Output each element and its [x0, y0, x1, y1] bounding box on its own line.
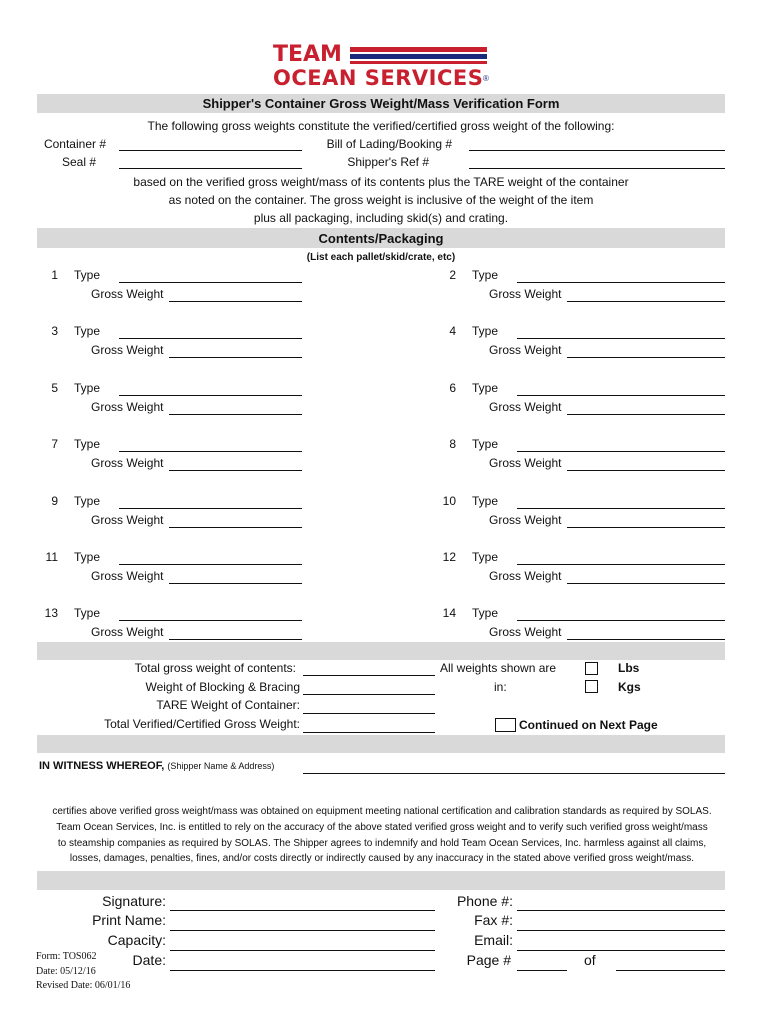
witness-field[interactable] [303, 773, 725, 774]
email-field[interactable] [517, 950, 725, 951]
date-field[interactable] [170, 970, 435, 971]
basis-line-3: plus all packaging, including skid(s) and crating. [253, 211, 509, 225]
item-gross-weight-field[interactable] [567, 301, 725, 302]
intro-text: The following gross weights constitute the verified/certified gross weight of the following: [147, 119, 615, 133]
item-gross-weight-field[interactable] [169, 583, 302, 584]
tare-label: TARE Weight of Container: [156, 698, 300, 712]
capacity-label: Capacity: [107, 932, 166, 948]
item-type-field[interactable] [119, 338, 302, 339]
item-number: 4 [449, 324, 456, 338]
item-number: 2 [449, 268, 456, 282]
certify-line-2: Team Ocean Services, Inc. is entitled to rely on the accuracy of the above stated verified gross weight and to verify such verified gross weight/mass [56, 822, 708, 833]
contents-subheading: (List each pallet/skid/crate, etc) [306, 252, 456, 263]
page-label: Page # [466, 952, 511, 968]
blocking-field[interactable] [303, 694, 435, 695]
item-number: 3 [51, 324, 58, 338]
item-number: 1 [51, 268, 58, 282]
fax-label: Fax #: [474, 912, 513, 928]
item-type-label: Type [472, 550, 499, 564]
total-contents-field[interactable] [303, 675, 435, 676]
tare-field[interactable] [303, 713, 435, 714]
item-type-field[interactable] [517, 395, 725, 396]
logo-stripe-red [350, 47, 487, 52]
item-gross-weight-field[interactable] [567, 470, 725, 471]
footer-form: Form: TOS062 [36, 951, 97, 962]
item-gross-weight-label: Gross Weight [489, 456, 562, 470]
logo-team-text: TEAM [273, 42, 342, 67]
item-gross-weight-label: Gross Weight [91, 569, 164, 583]
item-type-field[interactable] [517, 338, 725, 339]
item-type-field[interactable] [119, 620, 302, 621]
witness-label [39, 759, 274, 774]
item-number: 11 [45, 550, 58, 564]
item-gross-weight-label: Gross Weight [489, 400, 562, 414]
item-number: 13 [44, 606, 58, 620]
item-gross-weight-label: Gross Weight [91, 625, 164, 639]
lbs-label: Lbs [618, 661, 640, 675]
verified-label: Total Verified/Certified Gross Weight: [104, 717, 300, 731]
item-gross-weight-field[interactable] [169, 414, 302, 415]
booking-label: Bill of Lading/Booking # [326, 137, 452, 151]
item-gross-weight-label: Gross Weight [489, 513, 562, 527]
item-gross-weight-field[interactable] [567, 639, 725, 640]
shipper-ref-label: Shipper's Ref # [347, 155, 429, 169]
page-field[interactable] [517, 970, 567, 971]
item-type-field[interactable] [119, 282, 302, 283]
certify-line-4: losses, damages, penalties, fines, and/or costs directly or indirectly caused by any inaccuracy in the stated above verified gross weight/mass. [69, 853, 695, 864]
item-gross-weight-field[interactable] [169, 357, 302, 358]
kgs-checkbox[interactable] [585, 680, 598, 693]
item-type-label: Type [472, 381, 499, 395]
signature-label: Signature: [102, 893, 166, 909]
signature-field[interactable] [170, 910, 435, 911]
item-type-label: Type [74, 381, 101, 395]
item-type-label: Type [74, 437, 101, 451]
item-type-field[interactable] [517, 620, 725, 621]
fax-field[interactable] [517, 930, 725, 931]
item-number: 6 [449, 381, 456, 395]
certify-line-1: certifies above verified gross weight/mass was obtained on equipment meeting national certification and calibration standards as required by SOLAS. [52, 806, 712, 817]
verified-field[interactable] [303, 732, 435, 733]
continued-checkbox[interactable] [495, 718, 516, 732]
item-gross-weight-field[interactable] [567, 357, 725, 358]
item-gross-weight-label: Gross Weight [91, 456, 164, 470]
item-type-label: Type [472, 268, 499, 282]
container-label: Container # [43, 137, 106, 151]
item-type-field[interactable] [119, 451, 302, 452]
item-type-label: Type [472, 324, 499, 338]
item-type-label: Type [74, 494, 101, 508]
seal-label: Seal # [61, 155, 96, 169]
item-number: 9 [51, 494, 58, 508]
signature-band [37, 871, 725, 890]
witness-hint: (Shipper Name & Address) [167, 761, 275, 771]
item-gross-weight-field[interactable] [169, 301, 302, 302]
item-type-label: Type [74, 324, 101, 338]
item-gross-weight-field[interactable] [169, 527, 302, 528]
item-type-label: Type [74, 550, 101, 564]
company-logo [270, 44, 492, 94]
item-type-label: Type [74, 606, 101, 620]
email-label: Email: [474, 932, 513, 948]
item-type-label: Type [74, 268, 101, 282]
item-type-field[interactable] [119, 508, 302, 509]
footer-revised: Revised Date: 06/01/16 [36, 980, 131, 991]
witness-band [37, 735, 725, 753]
item-gross-weight-field[interactable] [567, 527, 725, 528]
item-number: 5 [51, 381, 58, 395]
item-gross-weight-label: Gross Weight [489, 287, 562, 301]
item-type-field[interactable] [517, 282, 725, 283]
item-number: 7 [51, 437, 58, 451]
item-type-field[interactable] [119, 395, 302, 396]
phone-label: Phone #: [456, 893, 513, 909]
item-gross-weight-label: Gross Weight [489, 343, 562, 357]
item-number: 12 [442, 550, 456, 564]
print-name-field[interactable] [170, 930, 435, 931]
logo-registered-mark: ® [483, 74, 489, 83]
item-type-label: Type [472, 494, 499, 508]
kgs-label: Kgs [618, 680, 641, 694]
units-label-1: All weights shown are [440, 661, 557, 675]
item-number: 10 [442, 494, 456, 508]
logo-ocean-services-text: OCEAN SERVICES [273, 66, 484, 90]
item-type-field[interactable] [517, 451, 725, 452]
item-type-label: Type [472, 437, 499, 451]
units-label-2: in: [494, 680, 507, 694]
container-field[interactable] [119, 150, 302, 151]
page-total-field[interactable] [616, 970, 725, 971]
capacity-field[interactable] [170, 950, 435, 951]
total-contents-label: Total gross weight of contents: [134, 661, 296, 675]
item-type-label: Type [472, 606, 499, 620]
totals-band [37, 642, 725, 660]
item-type-field[interactable] [517, 564, 725, 565]
contents-heading: Contents/Packaging [318, 231, 444, 246]
item-gross-weight-label: Gross Weight [91, 400, 164, 414]
basis-line-2: as noted on the container. The gross weight is inclusive of the weight of the item [168, 193, 594, 207]
item-gross-weight-field[interactable] [567, 583, 725, 584]
booking-field[interactable] [469, 150, 725, 151]
item-number: 8 [449, 437, 456, 451]
logo-stripe-red-2 [350, 61, 487, 64]
item-type-field[interactable] [119, 564, 302, 565]
item-gross-weight-label: Gross Weight [489, 569, 562, 583]
seal-field[interactable] [119, 168, 302, 169]
shipper-ref-field[interactable] [469, 168, 725, 169]
print-name-label: Print Name: [92, 912, 166, 928]
certify-line-3: to steamship companies as required by SOLAS. The Shipper agrees to indemnify and hold Team Ocean Services, Inc. harmless against all claims, [57, 838, 707, 849]
lbs-checkbox[interactable] [585, 662, 598, 675]
item-gross-weight-field[interactable] [567, 414, 725, 415]
continued-label: Continued on Next Page [519, 718, 658, 732]
item-gross-weight-label: Gross Weight [91, 287, 164, 301]
basis-line-1: based on the verified gross weight/mass of its contents plus the TARE weight of the container [133, 175, 629, 189]
item-gross-weight-label: Gross Weight [489, 625, 562, 639]
witness-title: IN WITNESS WHEREOF, [39, 760, 165, 772]
item-gross-weight-label: Gross Weight [91, 513, 164, 527]
item-gross-weight-label: Gross Weight [91, 343, 164, 357]
of-label: of [584, 952, 596, 968]
logo-stripe-blue [350, 54, 487, 59]
item-gross-weight-field[interactable] [169, 470, 302, 471]
item-type-field[interactable] [517, 508, 725, 509]
footer-date: Date: 05/12/16 [36, 966, 96, 977]
date-label: Date: [132, 952, 166, 968]
item-gross-weight-field[interactable] [169, 639, 302, 640]
phone-field[interactable] [517, 910, 725, 911]
item-number: 14 [442, 606, 456, 620]
blocking-label: Weight of Blocking & Bracing [145, 680, 300, 694]
form-title: Shipper's Container Gross Weight/Mass Verification Form [202, 96, 560, 111]
